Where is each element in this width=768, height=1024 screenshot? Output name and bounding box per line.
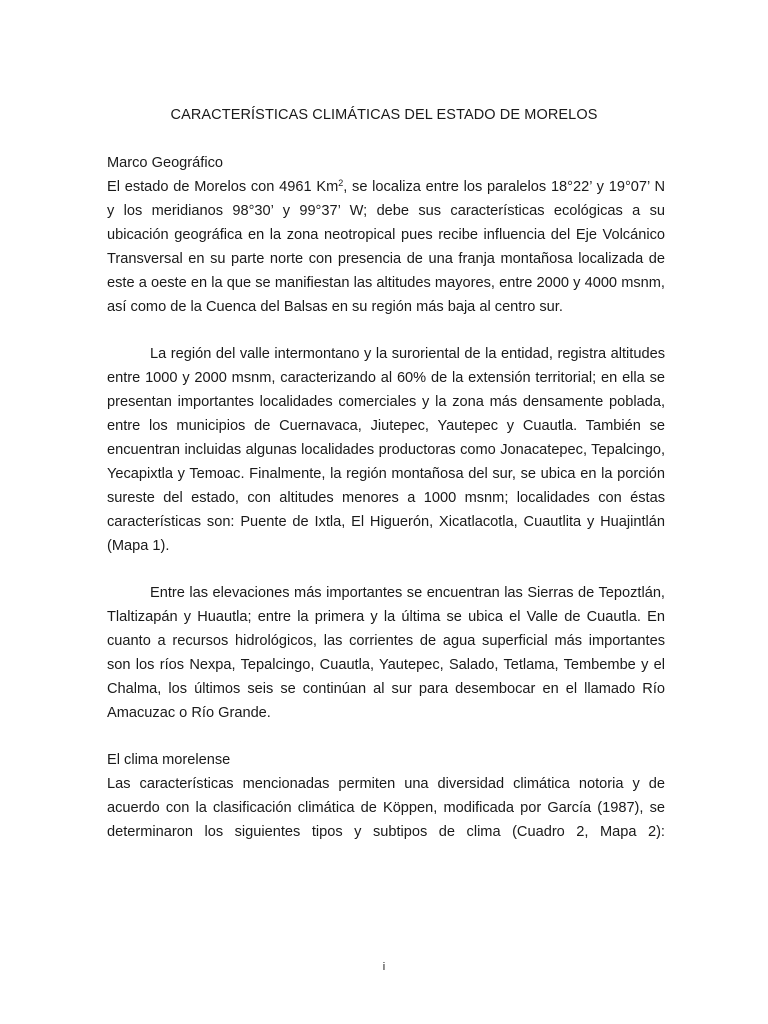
document-title: CARACTERÍSTICAS CLIMÁTICAS DEL ESTADO DE MORELOS — [170, 107, 598, 123]
paragraph-text: El estado de Morelos con 4961 Km — [107, 179, 339, 195]
section-heading-clima-morelense: El clima morelense — [107, 752, 231, 768]
superscript-two: 2 — [338, 178, 344, 188]
paragraph-clima: Las características mencionadas permiten una diversidad climática notoria y de acuerdo con la clasificación climática de Köppen, modificada por García (1987), se determinaron los siguientes tipos y subtipos de clima (Cuadro 2, Mapa 2): — [107, 776, 665, 840]
paragraph-marco-geografico — [107, 175, 665, 319]
paragraph-text-continued: , se localiza entre los paralelos 18°22’ y 19°07’ N y los meridianos 98°30’ y 99°37’ W; debe sus características ecológicas a su ubicación geográfica en la zona neotropical pues recibe influencia del Eje Volcánico Transversal en su parte norte con presencia de una franja montañosa localizada de este a oeste en la que se manifiestan las altitudes mayores, entre 2000 y 4000 msnm, así como de la Cuenca del Balsas en su región más baja al centro sur. — [107, 179, 665, 315]
document-body — [107, 151, 665, 844]
paragraph-region-valle: La región del valle intermontano y la suroriental de la entidad, registra altitudes entre 1000 y 2000 msnm, caracterizando al 60% de la extensión territorial; en ella se presentan importantes localidades comerciales y la zona más densamente poblada, entre los municipios de Cuernavaca, Jiutepec, Yautepec y Cuautla. También se encuentran incluidas algunas localidades productoras como Jonacatepec, Tepalcingo, Yecapixtla y Temoac. Finalmente, la región montañosa del sur, se ubica en la porción sureste del estado, con altitudes menores a 1000 msnm; localidades con éstas características son: Puente de Ixtla, El Higuerón, Xicatlacotla, Cuautlita y Huajintlán (Mapa 1). — [107, 346, 665, 554]
section-heading-marco-geografico: Marco Geográfico — [107, 155, 223, 171]
paragraph-elevaciones: Entre las elevaciones más importantes se encuentran las Sierras de Tepoztlán, Tlaltizapán y Huautla; entre la primera y la última se ubica el Valle de Cuautla. En cuanto a recursos hidrológicos, las corrientes de agua superficial más importantes son los ríos Nexpa, Tepalcingo, Cuautla, Yautepec, Salado, Tetlama, Tembembe y el Chalma, los últimos seis se continúan al sur para desembocar en el llamado Río Amacuzac o Río Grande. — [107, 585, 665, 721]
page-number: i — [382, 961, 386, 973]
